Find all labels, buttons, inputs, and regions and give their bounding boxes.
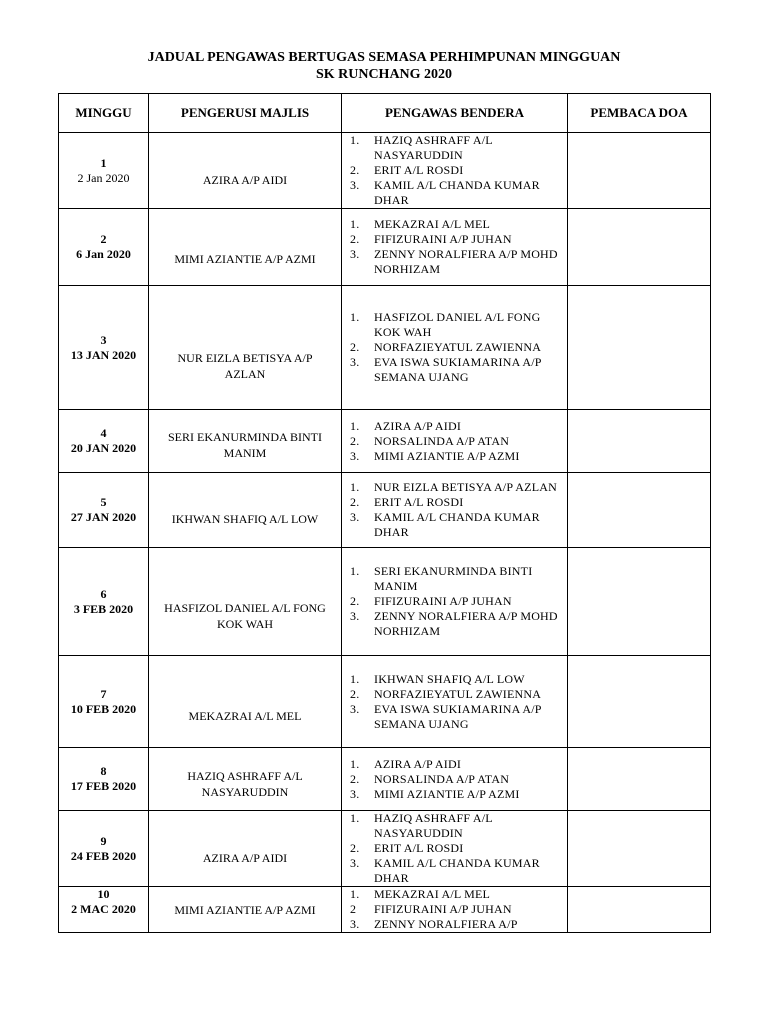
pengawas-bendera-list: [342, 887, 567, 932]
list-item-name: MIMI AZIANTIE A/P AZMI: [374, 448, 520, 463]
week-date: 3 FEB 2020: [73, 601, 134, 616]
pembaca-doa-cell: [568, 548, 711, 656]
week-number: 1: [100, 155, 107, 170]
list-item: [342, 133, 567, 163]
list-item-name: AZIRA A/P AIDI: [374, 756, 462, 771]
list-item-name: KAMIL A/L CHANDA KUMAR DHAR: [374, 178, 540, 207]
list-item-index: 2.: [350, 594, 360, 608]
list-item: [342, 564, 567, 594]
pengerusi-majlis-name: MEKAZRAI A/L MEL: [188, 709, 302, 723]
list-item-name: KAMIL A/L CHANDA KUMAR DHAR: [374, 856, 540, 885]
list-item: [342, 178, 567, 208]
table-row: [59, 209, 711, 286]
list-item-index: 2.: [350, 163, 360, 177]
list-item-name: NORSALINDA A/P ATAN: [374, 433, 510, 448]
list-item-index: 2.: [350, 232, 360, 246]
pengerusi-majlis-cell: [149, 410, 342, 473]
week-number: 8: [100, 764, 107, 778]
pengerusi-majlis-name: MIMI AZIANTIE A/P AZMI: [174, 252, 316, 266]
list-item: [342, 217, 567, 232]
week-date: 20 JAN 2020: [70, 441, 137, 455]
pengawas-bendera-list: [342, 672, 567, 732]
list-item-name: NORSALINDA A/P ATAN: [374, 771, 510, 786]
list-item-index: 3.: [350, 448, 360, 463]
pengawas-bendera-cell: [342, 656, 568, 748]
list-item-name: MEKAZRAI A/L MEL: [374, 887, 491, 901]
header-minggu: MINGGU: [59, 94, 149, 133]
pengerusi-majlis-name: NUR EIZLA BETISYA A/P AZLAN: [177, 350, 313, 381]
pengawas-bendera-cell: [342, 133, 568, 209]
list-item-name: FIFIZURAINI A/P JUHAN: [374, 594, 512, 608]
list-item-index: 1.: [350, 811, 360, 825]
table-row: [59, 656, 711, 748]
list-item-index: 1.: [350, 480, 360, 494]
list-item: [342, 247, 567, 277]
pembaca-doa-cell: [568, 286, 711, 410]
table-row: [59, 286, 711, 410]
list-item: [342, 232, 567, 247]
week-cell: [59, 887, 149, 933]
week-number: 6: [100, 586, 107, 601]
pembaca-doa-cell: [568, 656, 711, 748]
list-item-index: 1.: [350, 133, 360, 147]
list-item-index: 3.: [350, 701, 360, 716]
list-item-index: 1.: [350, 217, 360, 231]
pengawas-bendera-list: [342, 480, 567, 540]
header-pengawas-bendera: PENGAWAS BENDERA: [342, 94, 568, 133]
list-item: [342, 841, 567, 856]
table-row: [59, 748, 711, 811]
list-item-name: NORFAZIEYATUL ZAWIENNA: [374, 340, 542, 354]
list-item-name: EVA ISWA SUKIAMARINA A/P SEMANA UJANG: [374, 355, 542, 384]
week-date: 17 FEB 2020: [70, 779, 137, 793]
week-cell: [59, 473, 149, 548]
week-date: 2 MAC 2020: [71, 902, 136, 916]
list-item-name: FIFIZURAINI A/P JUHAN: [374, 232, 512, 246]
list-item: [342, 917, 567, 932]
list-item: [342, 434, 567, 449]
list-item: [342, 594, 567, 609]
list-item: [342, 310, 567, 340]
pengawas-bendera-list: [342, 419, 567, 464]
title-line-2: SK RUNCHANG 2020: [315, 67, 453, 82]
pengerusi-majlis-name: HAZIQ ASHRAFF A/L NASYARUDDIN: [187, 768, 303, 799]
list-item-name: IKHWAN SHAFIQ A/L LOW: [374, 671, 525, 686]
list-item: [342, 480, 567, 495]
list-item-name: MEKAZRAI A/L MEL: [374, 217, 491, 231]
pengawas-bendera-cell: [342, 410, 568, 473]
list-item-index: 1.: [350, 418, 360, 433]
week-number: 4: [100, 426, 107, 440]
list-item-index: 3.: [350, 917, 360, 931]
week-cell: [59, 286, 149, 410]
list-item: [342, 902, 567, 917]
table-row: [59, 548, 711, 656]
list-item: [342, 887, 567, 902]
list-item: [342, 355, 567, 385]
week-number: 5: [100, 495, 107, 509]
title-line-1: JADUAL PENGAWAS BERTUGAS SEMASA PERHIMPUNAN MINGGUAN: [147, 50, 621, 65]
pembaca-doa-cell: [568, 748, 711, 811]
pengawas-bendera-cell: [342, 887, 568, 933]
week-cell: [59, 656, 149, 748]
week-cell: [59, 410, 149, 473]
week-date: 2 Jan 2020: [77, 170, 130, 185]
table-header-row: [59, 94, 711, 133]
pembaca-doa-cell: [568, 887, 711, 933]
list-item-index: 3.: [350, 609, 360, 623]
list-item-name: NUR EIZLA BETISYA A/P AZLAN: [374, 480, 557, 494]
pengerusi-majlis-name: AZIRA A/P AIDI: [202, 173, 288, 187]
pengerusi-majlis-name: AZIRA A/P AIDI: [202, 850, 288, 865]
week-number: 9: [100, 833, 107, 848]
week-date: 13 JAN 2020: [70, 347, 137, 362]
list-item-name: ERIT A/L ROSDI: [374, 495, 464, 509]
pembaca-doa-cell: [568, 410, 711, 473]
list-item: [342, 449, 567, 464]
week-cell: [59, 209, 149, 286]
list-item: [342, 340, 567, 355]
pengawas-bendera-cell: [342, 473, 568, 548]
pengawas-bendera-cell: [342, 548, 568, 656]
week-cell: [59, 748, 149, 811]
list-item: [342, 163, 567, 178]
pengawas-bendera-list: [342, 310, 567, 385]
pengerusi-majlis-cell: [149, 887, 342, 933]
pengawas-bendera-list: [342, 217, 567, 277]
pengawas-bendera-cell: [342, 209, 568, 286]
week-date: 10 FEB 2020: [70, 701, 137, 716]
table-body: [59, 133, 711, 933]
pengerusi-majlis-cell: [149, 656, 342, 748]
pengerusi-majlis-cell: [149, 286, 342, 410]
list-item: [342, 811, 567, 841]
table-row: [59, 887, 711, 933]
list-item-index: 2.: [350, 495, 360, 509]
list-item-name: HAZIQ ASHRAFF A/L NASYARUDDIN: [374, 133, 493, 162]
table-row: [59, 811, 711, 887]
list-item-index: 2.: [350, 841, 360, 855]
list-item-index: 3.: [350, 178, 360, 192]
header-pengerusi-majlis: PENGERUSI MAJLIS: [149, 94, 342, 133]
list-item-name: EVA ISWA SUKIAMARINA A/P SEMANA UJANG: [374, 701, 542, 731]
pengawas-bendera-list: [342, 757, 567, 802]
list-item-index: 1.: [350, 671, 360, 686]
pengerusi-majlis-name: HASFIZOL DANIEL A/L FONG KOK WAH: [164, 600, 326, 631]
pengerusi-majlis-cell: [149, 748, 342, 811]
pengawas-bendera-cell: [342, 286, 568, 410]
list-item: [342, 495, 567, 510]
week-number: 2: [100, 232, 107, 246]
pengerusi-majlis-cell: [149, 209, 342, 286]
list-item-index: 3.: [350, 510, 360, 524]
week-cell: [59, 811, 149, 887]
week-number: 3: [100, 332, 107, 347]
pengerusi-majlis-name: IKHWAN SHAFIQ A/L LOW: [171, 511, 319, 526]
week-cell: [59, 548, 149, 656]
pengawas-bendera-list: [342, 133, 567, 208]
list-item-index: 1.: [350, 564, 360, 578]
list-item-index: 1.: [350, 310, 360, 324]
list-item-name: NORFAZIEYATUL ZAWIENNA: [374, 686, 542, 701]
list-item-index: 3.: [350, 355, 360, 369]
week-date: 24 FEB 2020: [70, 848, 137, 863]
list-item-name: ZENNY NORALFIERA A/P: [374, 917, 518, 931]
pembaca-doa-cell: [568, 473, 711, 548]
header-pembaca-doa: PEMBACA DOA: [568, 94, 711, 133]
list-item-name: HAZIQ ASHRAFF A/L NASYARUDDIN: [374, 811, 493, 840]
week-number: 7: [100, 686, 107, 701]
pengawas-bendera-list: [342, 564, 567, 639]
week-number: 10: [97, 887, 110, 901]
week-cell: [59, 133, 149, 209]
list-item-name: ZENNY NORALFIERA A/P MOHD NORHIZAM: [374, 609, 558, 638]
table-row: [59, 473, 711, 548]
week-date: 6 Jan 2020: [76, 247, 131, 261]
table-row: [59, 133, 711, 209]
list-item-index: 3.: [350, 856, 360, 870]
document-title: [0, 49, 768, 83]
list-item: [342, 772, 567, 787]
list-item-index: 1.: [350, 756, 360, 771]
pengerusi-majlis-cell: [149, 133, 342, 209]
list-item-index: 2.: [350, 340, 360, 354]
list-item-name: HASFIZOL DANIEL A/L FONG KOK WAH: [374, 310, 541, 339]
list-item-index: 2.: [350, 433, 360, 448]
list-item: [342, 609, 567, 639]
pengerusi-majlis-cell: [149, 548, 342, 656]
pembaca-doa-cell: [568, 209, 711, 286]
list-item-index: 2: [350, 902, 357, 916]
pengawas-bendera-list: [342, 811, 567, 886]
pengerusi-majlis-cell: [149, 811, 342, 887]
pengerusi-majlis-cell: [149, 473, 342, 548]
duty-schedule-table: [58, 93, 711, 933]
list-item-index: 3.: [350, 786, 360, 801]
list-item-index: 2.: [350, 686, 360, 701]
pengawas-bendera-cell: [342, 748, 568, 811]
list-item-index: 1.: [350, 887, 360, 901]
pembaca-doa-cell: [568, 811, 711, 887]
list-item-index: 2.: [350, 771, 360, 786]
list-item-name: SERI EKANURMINDA BINTI MANIM: [374, 564, 533, 593]
list-item: [342, 702, 567, 732]
list-item: [342, 757, 567, 772]
pengerusi-majlis-name: SERI EKANURMINDA BINTI MANIM: [168, 429, 322, 460]
list-item: [342, 687, 567, 702]
pengerusi-majlis-name: MIMI AZIANTIE A/P AZMI: [174, 903, 316, 917]
list-item-name: AZIRA A/P AIDI: [374, 418, 462, 433]
list-item-name: KAMIL A/L CHANDA KUMAR DHAR: [374, 510, 540, 539]
pengawas-bendera-cell: [342, 811, 568, 887]
list-item-name: ERIT A/L ROSDI: [374, 841, 464, 855]
list-item-name: ZENNY NORALFIERA A/P MOHD NORHIZAM: [374, 247, 558, 276]
pembaca-doa-cell: [568, 133, 711, 209]
list-item-name: ERIT A/L ROSDI: [374, 163, 464, 177]
list-item-index: 3.: [350, 247, 360, 261]
week-date: 27 JAN 2020: [70, 510, 137, 524]
list-item: [342, 419, 567, 434]
list-item: [342, 672, 567, 687]
list-item-name: MIMI AZIANTIE A/P AZMI: [374, 786, 520, 801]
list-item: [342, 787, 567, 802]
list-item: [342, 510, 567, 540]
table-row: [59, 410, 711, 473]
list-item-name: FIFIZURAINI A/P JUHAN: [374, 902, 512, 916]
list-item: [342, 856, 567, 886]
